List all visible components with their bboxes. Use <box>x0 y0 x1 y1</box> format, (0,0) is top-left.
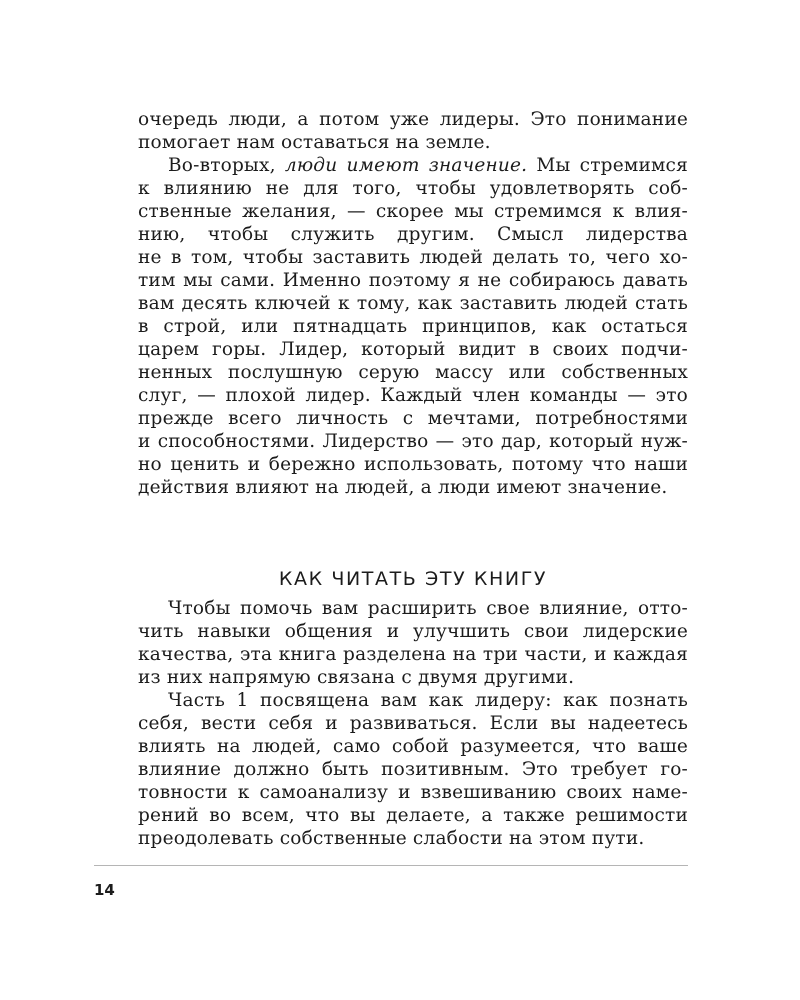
text-line: Чтобы помочь вам расширить свое влияние, отто- <box>168 598 688 619</box>
text-line: ственные желания, — скорее мы стремимся к влия- <box>138 201 688 222</box>
body-text-bottom <box>138 597 688 850</box>
text-line: действия влияют на людей, а люди имеют значение. <box>138 477 668 498</box>
text-line: и способностями. Лидерство — это дар, который нуж- <box>138 431 688 452</box>
text-line: из них напрямую связана с двумя другими. <box>138 667 575 688</box>
text-line: не в том, чтобы заставить людей делать то, чего хо- <box>138 247 688 268</box>
paragraph-part-one <box>138 689 688 850</box>
paragraph-continuation <box>138 108 688 154</box>
text-line: Часть 1 посвящена вам как лидеру: как познать <box>168 690 688 711</box>
page-number: 14 <box>94 881 115 899</box>
text-line: очередь люди, а потом уже лидеры. Это понимание <box>138 109 688 130</box>
text-line <box>138 154 688 177</box>
text-line: товности к самоанализу и взвешиванию своих наме- <box>138 782 688 803</box>
text-run: Мы стремимся <box>527 155 688 176</box>
text-line: помогает нам оставаться на земле. <box>138 132 491 153</box>
italic-emphasis: люди имеют значение. <box>284 155 528 176</box>
text-line: в строй, или пятнадцать принципов, как остаться <box>138 316 688 337</box>
body-text-top <box>138 108 688 499</box>
text-line: прежде всего личность с мечтами, потребностями <box>138 408 688 429</box>
text-line: к влиянию не для того, чтобы удовлетворять соб- <box>138 178 688 199</box>
text-line: чить навыки общения и улучшить свои лидерские <box>138 621 688 642</box>
text-line: ненных послушную серую массу или собственных <box>138 362 688 383</box>
section-heading: КАК ЧИТАТЬ ЭТУ КНИГУ <box>278 567 548 590</box>
text-line: преодолевать собственные слабости на этом пути. <box>138 828 645 849</box>
text-line: но ценить и бережно использовать, потому что наши <box>138 454 688 475</box>
text-line: влияние должно быть позитивным. Это требует го- <box>138 759 688 780</box>
text-line: влиять на людей, само собой разумеется, что ваше <box>138 736 688 757</box>
text-line: себя, вести себя и развиваться. Если вы надеетесь <box>138 713 688 734</box>
text-line: качества, эта книга разделена на три части, и каждая <box>138 644 688 665</box>
text-line: рений во всем, что вы делаете, а также решимости <box>138 805 688 826</box>
text-line: вам десять ключей к тому, как заставить людей стать <box>138 293 688 314</box>
text-line: тим мы сами. Именно поэтому я не собираюсь давать <box>138 270 688 291</box>
paragraph-book-structure <box>138 597 688 689</box>
text-line: царем горы. Лидер, который видит в своих подчи- <box>138 339 688 360</box>
text-line: слуг, — плохой лидер. Каждый член команды — это <box>138 385 688 406</box>
text-line: нию, чтобы служить другим. Смысл лидерства <box>138 224 688 245</box>
text-run: Во-вторых, <box>168 155 285 176</box>
paragraph-people-matter <box>138 154 688 499</box>
footer-divider <box>94 865 688 866</box>
